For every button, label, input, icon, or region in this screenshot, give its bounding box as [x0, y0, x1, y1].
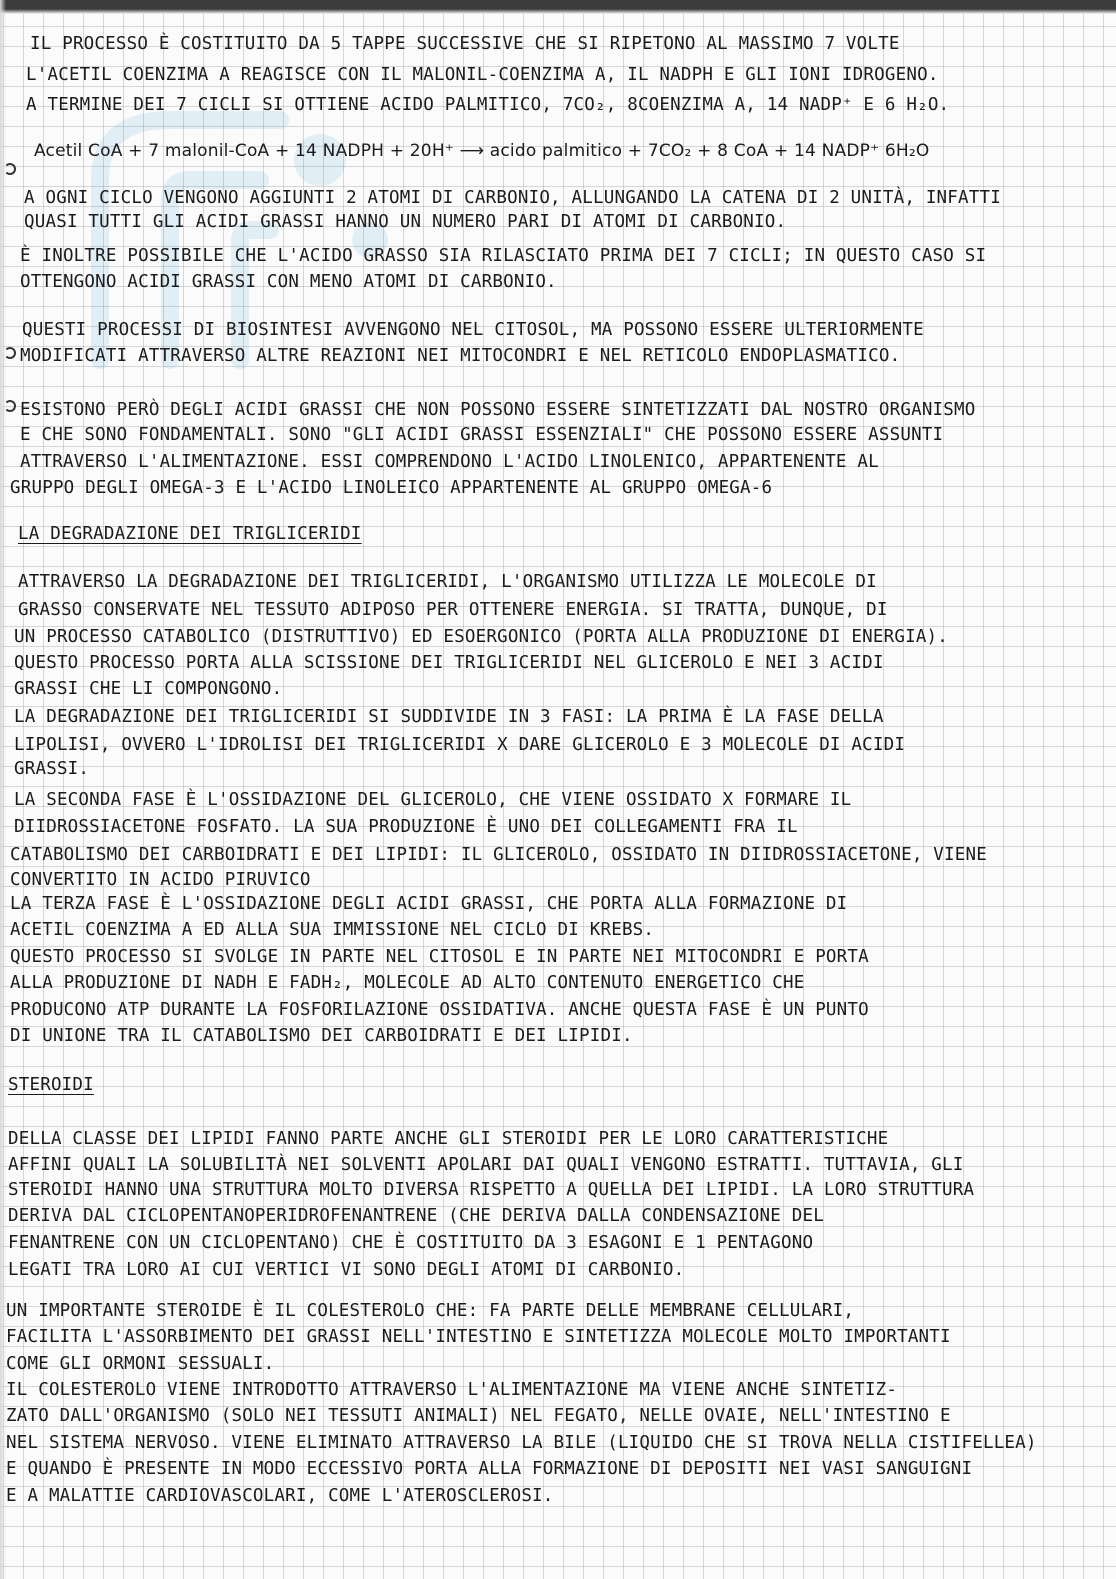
text-line: L'ACETIL COENZIMA A REAGISCE CON IL MALONIL-COENZIMA A, IL NADPH E GLI IONI IDROGENO.	[26, 65, 939, 85]
text-line: MODIFICATI ATTRAVERSO ALTRE REAZIONI NEI MITOCONDRI E NEL RETICOLO ENDOPLASMATICO.	[20, 346, 901, 366]
text-line: CATABOLISMO DEI CARBOIDRATI E DEI LIPIDI: IL GLICEROLO, OSSIDATO IN DIIDROSSIACETONE, VIENE	[10, 845, 987, 865]
text-line: PRODUCONO ATP DURANTE LA FOSFORILAZIONE OSSIDATIVA. ANCHE QUESTA FASE È UN PUNTO	[10, 1000, 869, 1020]
margin-mark-location	[4, 347, 16, 359]
text-line: DELLA CLASSE DEI LIPIDI FANNO PARTE ANCHE GLI STEROIDI PER LE LORO CARATTERISTICHE	[8, 1129, 889, 1149]
text-line: ALLA PRODUZIONE DI NADH E FADH₂, MOLECOLE AD ALTO CONTENUTO ENERGETICO CHE	[10, 973, 805, 993]
text-line: E A MALATTIE CARDIOVASCOLARI, COME L'ATEROSCLEROSI.	[6, 1486, 554, 1506]
text-line: LA DEGRADAZIONE DEI TRIGLICERIDI SI SUDDIVIDE IN 3 FASI: LA PRIMA È LA FASE DELLA	[14, 707, 884, 727]
text-line: GRASSI.	[14, 759, 90, 779]
margin-mark-equation	[4, 163, 16, 175]
text-line: ESISTONO PERÒ DEGLI ACIDI GRASSI CHE NON POSSONO ESSERE SINTETIZZATI DAL NOSTRO ORGANISMO	[20, 400, 976, 420]
text-line: DERIVA DAL CICLOPENTANOPERIDROFENANTRENE (CHE DERIVA DALLA CONDENSAZIONE DEL	[8, 1206, 824, 1226]
section-heading-steroids: STEROIDI	[8, 1075, 94, 1095]
text-line: LA SECONDA FASE È L'OSSIDAZIONE DEL GLICEROLO, CHE VIENE OSSIDATO X FORMARE IL	[14, 790, 852, 810]
text-line: IL PROCESSO È COSTITUITO DA 5 TAPPE SUCCESSIVE CHE SI RIPETONO AL MASSIMO 7 VOLTE	[30, 34, 900, 54]
text-line: DI UNIONE TRA IL CATABOLISMO DEI CARBOIDRATI E DEI LIPIDI.	[10, 1026, 633, 1046]
text-line: NEL SISTEMA NERVOSO. VIENE ELIMINATO ATTRAVERSO LA BILE (LIQUIDO CHE SI TROVA NELLA CISTIFELLEA)	[6, 1433, 1037, 1453]
margin-mark-essential	[4, 400, 16, 412]
section-heading-degradation: LA DEGRADAZIONE DEI TRIGLICERIDI	[18, 524, 362, 544]
text-line: E CHE SONO FONDAMENTALI. SONO "GLI ACIDI GRASSI ESSENZIALI" CHE POSSONO ESSERE ASSUNTI	[20, 425, 944, 445]
text-line: QUESTO PROCESSO SI SVOLGE IN PARTE NEL CITOSOL E IN PARTE NEI MITOCONDRI E PORTA	[10, 947, 869, 967]
text-line: QUASI TUTTI GLI ACIDI GRASSI HANNO UN NUMERO PARI DI ATOMI DI CARBONIO.	[24, 212, 787, 232]
chemical-equation: Acetil CoA + 7 malonil-CoA + 14 NADPH + 20H⁺ ⟶ acido palmitico + 7CO₂ + 8 CoA + 14 NADP⁺ 6H₂O	[34, 141, 930, 161]
text-line: LEGATI TRA LORO AI CUI VERTICI VI SONO DEGLI ATOMI DI CARBONIO.	[8, 1260, 685, 1280]
text-line: E QUANDO È PRESENTE IN MODO ECCESSIVO PORTA ALLA FORMAZIONE DI DEPOSITI NEI VASI SANGUIGNI	[6, 1459, 973, 1479]
text-line: UN IMPORTANTE STEROIDE È IL COLESTEROLO CHE: FA PARTE DELLE MEMBRANE CELLULARI,	[6, 1301, 855, 1321]
text-line: QUESTO PROCESSO PORTA ALLA SCISSIONE DEI TRIGLICERIDI NEL GLICEROLO E NEI 3 ACIDI	[14, 653, 884, 673]
text-line: CONVERTITO IN ACIDO PIRUVICO	[10, 870, 311, 890]
text-line: GRASSO CONSERVATE NEL TESSUTO ADIPOSO PER OTTENERE ENERGIA. SI TRATTA, DUNQUE, DI	[18, 600, 888, 620]
text-line: UN PROCESSO CATABOLICO (DISTRUTTIVO) ED ESOERGONICO (PORTA ALLA PRODUZIONE DI ENERGIA).	[14, 627, 949, 647]
text-line: ATTRAVERSO L'ALIMENTAZIONE. ESSI COMPRENDONO L'ACIDO LINOLENICO, APPARTENENTE AL	[20, 452, 879, 472]
text-line: LA TERZA FASE È L'OSSIDAZIONE DEGLI ACIDI GRASSI, CHE PORTA ALLA FORMAZIONE DI	[10, 894, 848, 914]
text-line: OTTENGONO ACIDI GRASSI CON MENO ATOMI DI CARBONIO.	[20, 272, 557, 292]
text-line: AFFINI QUALI LA SOLUBILITÀ NEI SOLVENTI APOLARI DAI QUALI VENGONO ESTRATTI. TUTTAVIA, GLI	[8, 1155, 964, 1175]
text-line: È INOLTRE POSSIBILE CHE L'ACIDO GRASSO SIA RILASCIATO PRIMA DEI 7 CICLI; IN QUESTO CASO SI	[20, 246, 987, 266]
text-line: FACILITA L'ASSORBIMENTO DEI GRASSI NELL'INTESTINO E SINTETIZZA MOLECOLE MOLTO IMPORTANTI	[6, 1327, 951, 1347]
text-line: DIIDROSSIACETONE FOSFATO. LA SUA PRODUZIONE È UNO DEI COLLEGAMENTI FRA IL	[14, 817, 798, 837]
text-line: STEROIDI HANNO UNA STRUTTURA MOLTO DIVERSA RISPETTO A QUELLA DEI LIPIDI. LA LORO STRUTTURA	[8, 1180, 975, 1200]
text-line: GRASSI CHE LI COMPONGONO.	[14, 679, 283, 699]
text-line: COME GLI ORMONI SESSUALI.	[6, 1354, 275, 1374]
text-line: IL COLESTEROLO VIENE INTRODOTTO ATTRAVERSO L'ALIMENTAZIONE MA VIENE ANCHE SINTETIZ-	[6, 1380, 898, 1400]
text-line: A TERMINE DEI 7 CICLI SI OTTIENE ACIDO PALMITICO, 7CO₂, 8COENZIMA A, 14 NADP⁺ E 6 H₂O.	[26, 95, 950, 115]
text-line: GRUPPO DEGLI OMEGA-3 E L'ACIDO LINOLEICO APPARTENENTE AL GRUPPO OMEGA-6	[10, 478, 773, 498]
text-line: ZATO DALL'ORGANISMO (SOLO NEI TESSUTI ANIMALI) NEL FEGATO, NELLE OVAIE, NELL'INTESTINO E	[6, 1406, 951, 1426]
text-line: ATTRAVERSO LA DEGRADAZIONE DEI TRIGLICERIDI, L'ORGANISMO UTILIZZA LE MOLECOLE DI	[18, 572, 877, 592]
scan-top-edge	[0, 0, 1116, 14]
text-line: FENANTRENE CON UN CICLOPENTANO) CHE È COSTITUITO DA 3 ESAGONI E 1 PENTAGONO	[8, 1233, 814, 1253]
text-line: A OGNI CICLO VENGONO AGGIUNTI 2 ATOMI DI CARBONIO, ALLUNGANDO LA CATENA DI 2 UNITÀ, INFATTI	[24, 188, 1001, 208]
text-line: LIPOLISI, OVVERO L'IDROLISI DEI TRIGLICERIDI X DARE GLICEROLO E 3 MOLECOLE DI ACIDI	[14, 735, 906, 755]
text-line: QUESTI PROCESSI DI BIOSINTESI AVVENGONO NEL CITOSOL, MA POSSONO ESSERE ULTERIORMENTE	[22, 320, 924, 340]
text-line: ACETIL COENZIMA A ED ALLA SUA IMMISSIONE NEL CICLO DI KREBS.	[10, 920, 655, 940]
